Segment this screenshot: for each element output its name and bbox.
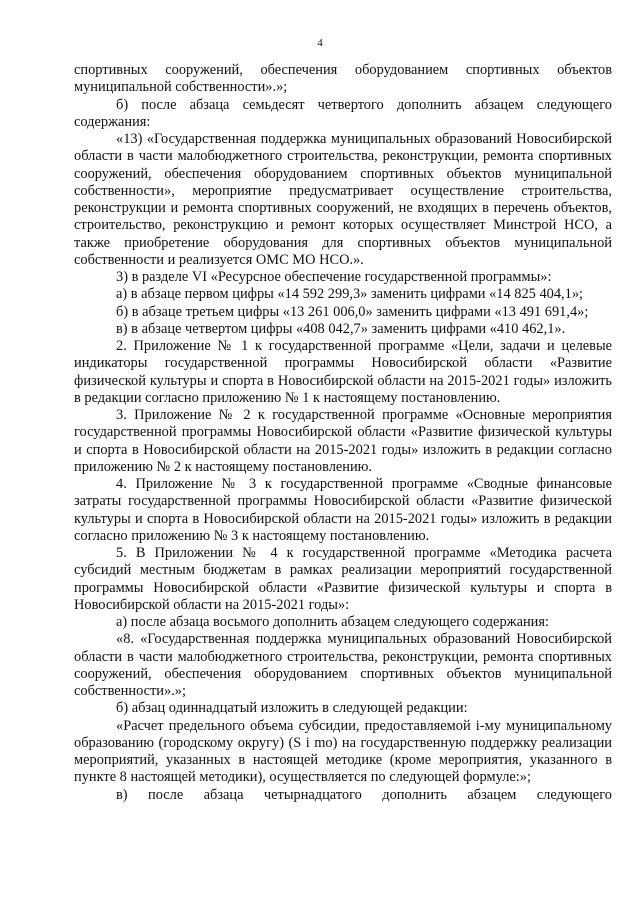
paragraph-continuation: спортивных сооружений, обеспечения оборудованием спортивных объектов муниципальной собственности».»; xyxy=(74,62,612,96)
paragraph-point-2: 2. Приложение № 1 к государственной программе «Цели, задачи и целевые индикаторы государственной программы Новосибирской области «Развитие физической культуры и спорта в Новосибирской области на 2015-2021 годы» изложить в редакции согласно приложению № 1 к настоящему постановлению. xyxy=(74,338,612,406)
page-number: 4 xyxy=(317,37,323,49)
paragraph-point-5: 5. В Приложении № 4 к государственной программе «Методика расчета субсидий местным бюджетам в рамках реализации мероприятий государственной программы Новосибирской области «Развитие физической культуры и спорта в Новосибирской области на 2015-2021 годы»: xyxy=(74,545,612,613)
paragraph-section-vi-b: б) в абзаце третьем цифры «13 261 006,0» заменить цифрами «13 491 691,4»; xyxy=(116,303,589,320)
paragraph-point-3: 3. Приложение № 2 к государственной программе «Основные мероприятия государственной программы Новосибирской области «Развитие физической культуры и спорта в Новосибирской области на 2015-2021 годы» изложить в редакции согласно приложению № 2 к настоящему постановлению. xyxy=(74,407,612,475)
paragraph-section-vi-a: а) в абзаце первом цифры «14 592 299,3» заменить цифрами «14 825 404,1»; xyxy=(116,286,584,303)
paragraph-point-5-c: в) после абзаца четырнадцатого дополнить абзацем следующего xyxy=(116,786,612,803)
paragraph-point-4: 4. Приложение № 3 к государственной программе «Сводные финансовые затраты государственной программы Новосибирской области «Развитие физической культуры и спорта в Новосибирской области на 2015-2021 годы» изложить в редакции согласно приложению № 3 к настоящему постановлению. xyxy=(74,476,612,544)
document-body xyxy=(74,62,612,804)
paragraph-section-vi: 3) в разделе VI «Ресурсное обеспечение государственной программы»: xyxy=(116,269,552,285)
paragraph-item-8: «8. «Государственная поддержка муниципальных образований Новосибирской области в части малобюджетного строительства, реконструкции, ремонта спортивных сооружений, обеспечения оборудованием спортивных объектов муниципальной собственности».»; xyxy=(74,631,612,699)
paragraph-section-vi-c: в) в абзаце четвертом цифры «408 042,7» заменить цифрами «410 462,1». xyxy=(116,320,566,337)
paragraph-point-5-b: б) абзац одиннадцатый изложить в следующей редакции: xyxy=(116,700,468,717)
paragraph-amendment-b: б) после абзаца семьдесят четвертого дополнить абзацем следующего содержания: xyxy=(74,96,612,130)
paragraph-item-13: «13) «Государственная поддержка муниципальных образований Новосибирской области в части малобюджетного строительства, реконструкции, ремонта спортивных сооружений, обеспечения оборудованием спортивных объектов муниципальной собственности», мероприятие предусматривает осуществление строительства, реконструкции и ремонта спортивных сооружений, не входящих в перечень объектов, строительство, реконструкцию и ремонт которых осуществляет Минстрой НСО, а также приобретение оборудования для спортивных объектов муниципальной собственности и реализуется ОМС МО НСО.». xyxy=(74,131,612,268)
paragraph-point-5-a: а) после абзаца восьмого дополнить абзацем следующего содержания: xyxy=(116,614,549,630)
paragraph-subsidy-calculation: «Расчет предельного объема субсидии, предоставляемой i-му муниципальному образованию (городскому округу) (S i mo) на государственную поддержку реализации мероприятий, указанных в настоящей методике (кроме мероприятия, указанного в пункте 8 настоящей методики), осуществляется по следующей формуле:»; xyxy=(74,717,612,786)
